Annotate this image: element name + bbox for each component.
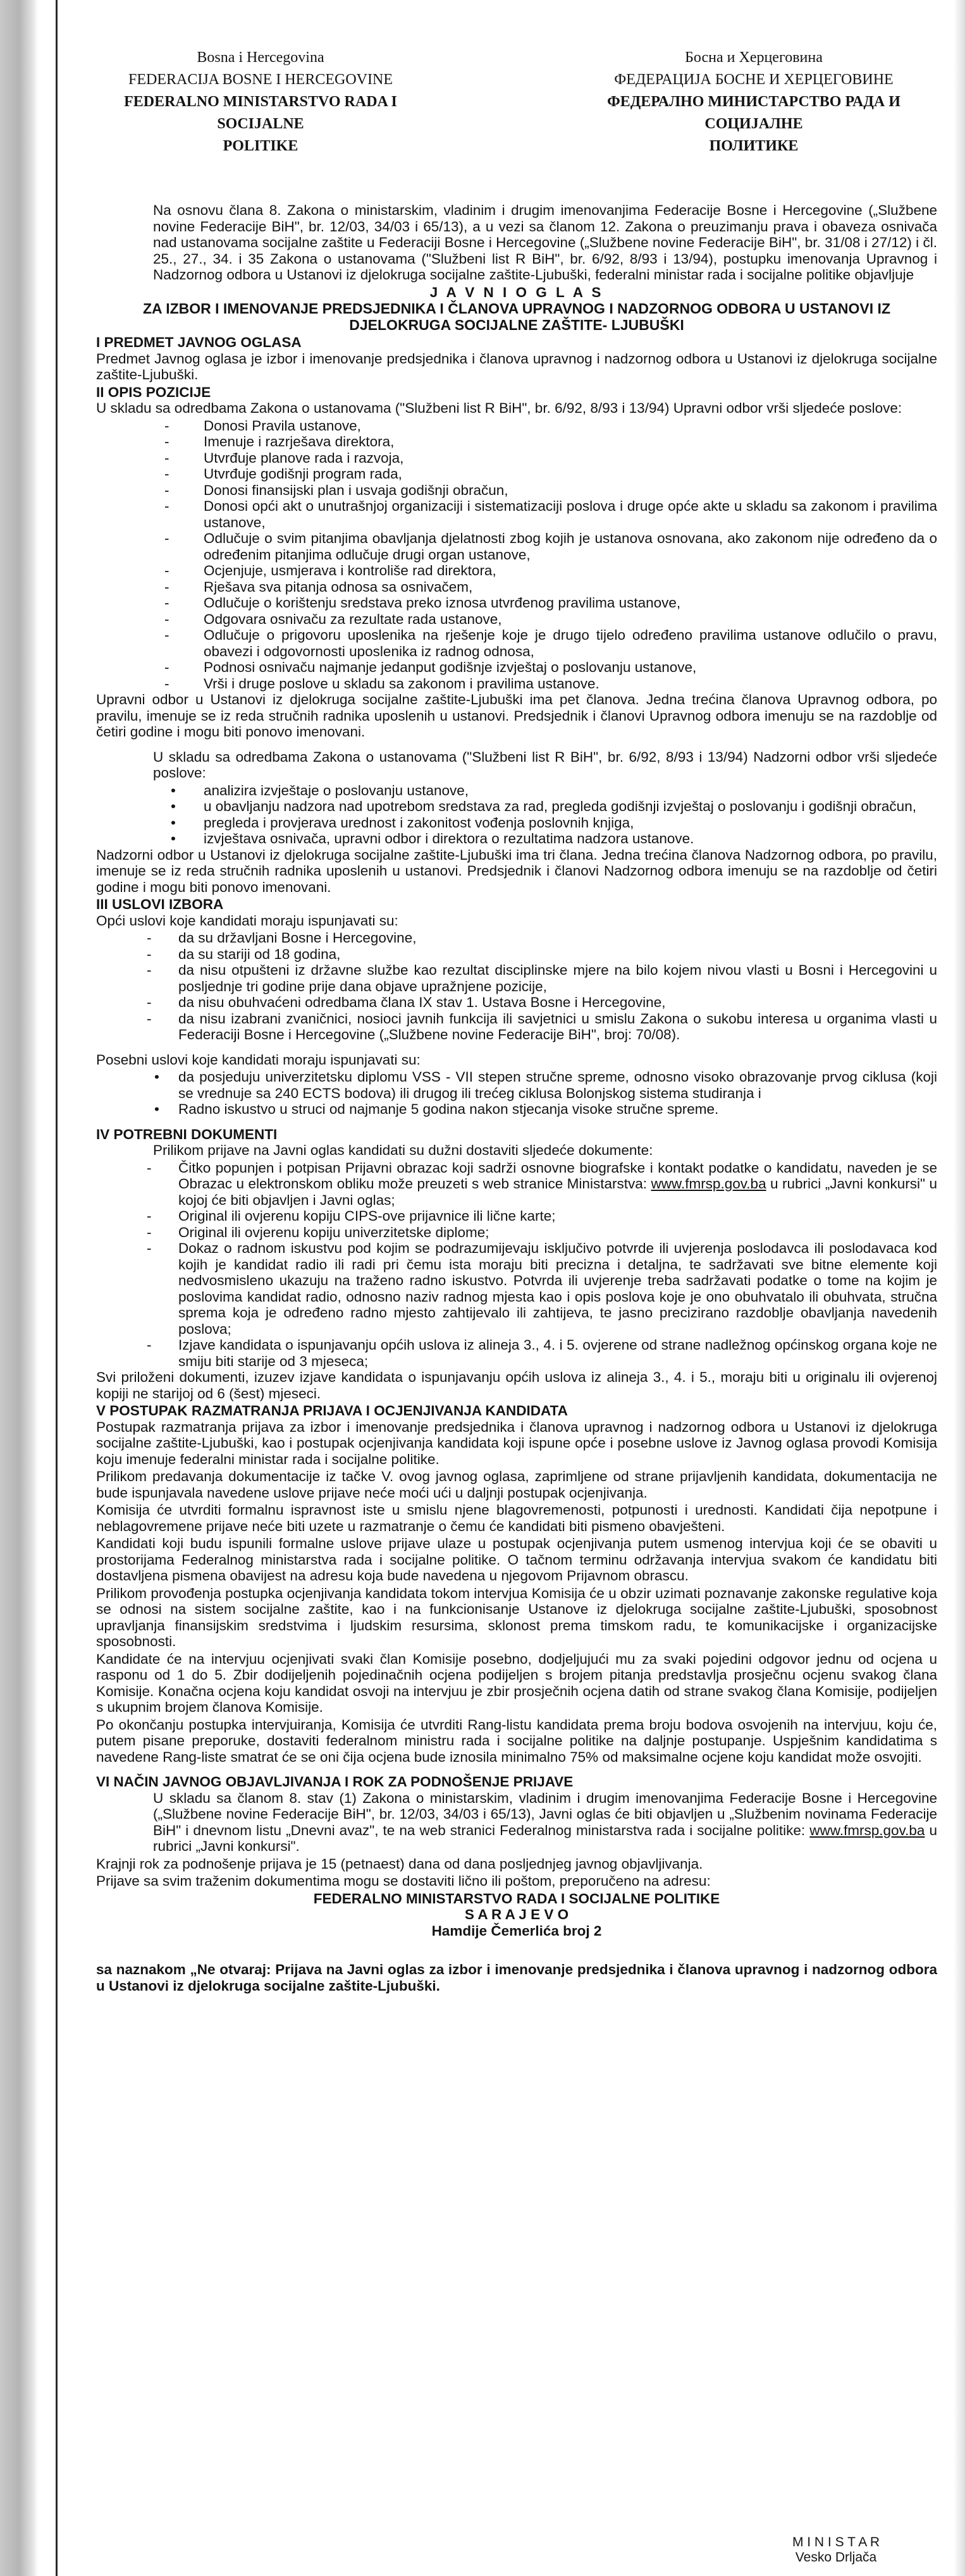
document-body <box>96 202 937 1995</box>
envelope-note: sa naznakom „Ne otvaraj: Prijava na Javni oglas za izbor i imenovanje predsjednika i članova upravnog i nadzornog odbora u Ustanovi iz djelokruga socijalne zaštite-Ljubuški. <box>96 1962 937 1994</box>
list-item: - da su stariji od 18 godina, <box>96 946 937 963</box>
announcement-title: J A V N I O G L A S <box>429 284 604 300</box>
section-2-heading: II OPIS POZICIJE <box>96 384 211 400</box>
page-border-line <box>56 0 58 2576</box>
managing-board-duties <box>96 418 937 692</box>
list-item: - Rješava sva pitanja odnosa sa osnivačem, <box>96 579 937 595</box>
section-4-after: Svi priloženi dokumenti, izuzev izjave kandidata o ispunjavanju općih uslova iz alineja 3., 4. i 5., moraju biti u originalu ili ovjerenoj kopiji ne starijoj od 6 (šest) mjeseci. <box>96 1369 937 1401</box>
list-item: - Odlučuje o svim pitanjima obavljanja djelatnosti zbog kojih je ustanova osnovana, ako zakonom nije određeno da o određenim pitanjima odlučuje drugi organ ustanove, <box>96 530 937 563</box>
list-item: • Radno iskustvo u struci od najmanje 5 godina nakon stjecanja visoke stručne spreme. <box>96 1101 937 1118</box>
section-5-paragraph: Kandidate će na intervjuu ocjenjivati svaki član Komisije posebno, dodjeljujući mu za svaki pojedini odgovor jednu od ocjena u rasponu od 1 do 5. Zbir dodijeljenih pojedinačnih ocjena podijeljen s brojem pitanja predstavlja prosječnu ocjenu svakog člana Komisije. Konačna ocjena koju kandidat osvoji na intervjuu je zbir prosječnih ocjena datih od strane svakog člana Komisije, podijeljen s ukupnim brojem članova Komisije. <box>96 1651 937 1715</box>
list-item: - Ocjenjuje, usmjerava i kontroliše rad direktora, <box>96 563 937 579</box>
deadline-text: Krajnji rok za podnošenje prijava je 15 (petnaest) dana od dana posljednjeg javnog objavljivanja. <box>96 1855 703 1872</box>
managing-board-composition: Upravni odbor u Ustanovi iz djelokruga socijalne zaštite-Ljubuški ima pet članova. Jedna trećina članova Upravnog odbora, po pravilu, imenuje se iz reda stručnih radnika uposlenih u ustanovi. Predsjednik i članovi Upravnog odbora imenuju se na razdoblje od četiri godine i mogu biti ponovo imenovani. <box>96 692 937 740</box>
ministry-name-cont: POLITIKE <box>223 138 298 154</box>
general-conditions-intro: Opći uslovi koje kandidati moraju ispunjavati su: <box>96 912 398 929</box>
federation-name: FEDERACIJA BOSNE I HERCEGOVINE <box>128 71 393 88</box>
page-edge-right <box>954 0 965 2576</box>
list-item: • u obavljanju nadzora nad upotrebom sredstava za rad, pregleda godišnji izvještaj o poslovanju i godišnji obračun, <box>96 798 937 815</box>
list-item: • pregleda i provjerava urednost i zakonitost vođenja poslovnih knjiga, <box>96 815 937 831</box>
list-item: • da posjeduju univerzitetsku diplomu VSS - VII stepen stručne spreme, odnosno visoko obrazovanje prvog ciklusa (koji se vrednuje sa 240 ECTS bodova) ili drugog ili trećeg ciklusa Bolonjskog sistema studiranja i <box>96 1069 937 1101</box>
list-item: - Odgovara osnivaču za rezultate rada ustanove, <box>96 611 937 628</box>
ministry-website-link[interactable]: www.fmrsp.gov.ba <box>809 1822 925 1838</box>
address-ministry: FEDERALNO MINISTARSTVO RADA I SOCIJALNE POLITIKE <box>313 1890 720 1907</box>
ministry-name-cyr-cont: ПОЛИТИКЕ <box>709 138 799 154</box>
signature-block <box>779 2535 893 2565</box>
section-3-heading: III USLOVI IZBORA <box>96 896 224 912</box>
section-6-text: u rubrici „Javni konkursi". <box>153 1822 937 1854</box>
list-item: - Odlučuje o prigovoru uposlenika na rješenje koje je drugo tijelo određeno pravilima ustanove odlučilo o pravu, obavezi i odgovornosti uposlenika iz radnog odnosa, <box>96 627 937 659</box>
section-5-paragraph: Postupak razmatranja prijava za izbor i imenovanje predsjednika i članova upravnog i nadzornog odbora u Ustanovi iz djelokruga socijalne zaštite-Ljubuški, kao i postupak ocjenjivanja kandidata koji ispune opće i posebne uslove iz Javnog oglasa provodi Komisija koju imenuje federalni ministar rada i socijalne politike. <box>96 1419 937 1467</box>
section-1-heading: I PREDMET JAVNOG OGLASA <box>96 334 302 350</box>
delivery-text: Prijave sa svim traženim dokumentima mogu se dostaviti lično ili poštom, preporučeno na adresu: <box>96 1873 711 1889</box>
list-item: - Original ili ovjerenu kopiju univerzitetske diplome; <box>96 1224 937 1241</box>
list-item: • analizira izvještaje o poslovanju ustanove, <box>96 783 937 799</box>
list-item <box>96 1160 937 1209</box>
country-name: Bosna i Hercegovina <box>197 49 324 66</box>
letterhead-latin <box>83 47 438 157</box>
section-1-text: Predmet Javnog oglasa je izbor i imenovanje predsjednika i članova upravnog i nadzornog odbora u Ustanovi iz djelokruga socijalne zaštite-Ljubuški. <box>96 350 937 382</box>
list-item: - Utvrđuje planove rada i razvoja, <box>96 450 937 467</box>
section-6-text: U skladu sa članom 8. stav (1) Zakona o ministarskim, vladinim i drugim imenovanjima Federacije Bosne i Hercegovine („Službene novine Federacije BiH", br. 12/03, 34/03 i 65/13), Javni oglas će biti objavljen u „Službenim novinama Federacije BiH" i dnevnom listu „Dnevni avaz", te na web stranici Federalnog ministarstva rada i socijalne politike: <box>153 1790 937 1838</box>
section-5-paragraph: Po okončanju postupka intervjuiranja, Komisija će utvrditi Rang-listu kandidata prema broju bodova osvojenih na intervjuu, koju će, putem pisane preporuke, dostaviti federalnom ministru rada i socijalne politike na daljnje postupanje. Uspješnim kandidatima s navedene Rang-liste smatrat će se oni čija ocjena bude iznosila minimalno 75% od maksimalne ocjene koju kandidat može osvojiti. <box>96 1716 937 1765</box>
address-city: S A R A J E V O <box>464 1907 569 1922</box>
section-5-paragraph: Prilikom predavanja dokumentacije iz tačke V. ovog javnog oglasa, zaprimljene od strane prijavljenih kandidata, dokumentacija ne bude ispunjavala navedene uslove prijave neće moći ući u daljnji postupak ocjenjivanja. <box>96 1468 937 1501</box>
list-item: - da nisu izabrani zvaničnici, nosioci javnih funkcija ili savjetnici u smislu Zakona o sukobu interesa u organima vlasti u Federaciji Bosne i Hercegovine („Službene novine Federacije BiH", broj: 70/08). <box>96 1011 937 1043</box>
special-conditions-intro: Posebni uslovi koje kandidati moraju ispunjavati su: <box>96 1051 421 1068</box>
list-item-text: Čitko popunjen i potpisan Prijavni obrazac koji sadrži osnovne biografske i kontakt podatke o kandidatu, naveden je se Obrazac u elektronskom obliku može preuzeti s web stranice Ministarstva: <box>178 1159 937 1192</box>
list-item: • izvještava osnivača, upravni odbor i direktora o rezultatima nadzora ustanove. <box>96 831 937 847</box>
section-5-paragraph: Prilikom provođenja postupka ocjenjivanja kandidata tokom intervjua Komisija će u obzir uzimati poznavanje zakonske regulative koja se odnosi na sistem socijalne zaštite, kao i na funkcionisanje Ustanove iz djelokruga socijalne zaštite-Ljubuški, sposobnost upravljanja finansijskim sredstvima i ljudskim resursima, sklonost prema timskom radu, te komunikacijske i organizacijske sposobnosti. <box>96 1585 937 1649</box>
section-5-paragraph: Kandidati koji budu ispunili formalne uslove prijave ulaze u postupak ocjenjivanja putem usmenog intervjua koji će se obaviti u prostorijama Federalnog ministarstva rada i socijalne politike. O tačnom terminu održavanja intervjua svakom će kandidatu biti dostavljena pismena obavijest na adresu koja bude navedena u njegovom Prijavnom obrascu. <box>96 1535 937 1584</box>
general-conditions-list <box>96 930 937 1043</box>
section-4-heading: IV POTREBNI DOKUMENTI <box>96 1126 278 1142</box>
supervisory-board-composition: Nadzorni odbor u Ustanovi iz djelokruga socijalne zaštite-Ljubuški ima tri člana. Jedna trećina članova Nadzornog odbora, po pravilu, imenuje se iz reda stručnih radnika uposlenih u ustanovi. Predsjednik i članovi Nadzornog odbora imenuju se na razdoblje od četiri godine i mogu biti ponovo imenovani. <box>96 846 937 895</box>
section-4-intro: Prilikom prijave na Javni oglas kandidati su dužni dostaviti sljedeće dokumente: <box>153 1142 653 1158</box>
list-item: - Izjave kandidata o ispunjavanju općih uslova iz alineja 3., 4. i 5. ovjerene od strane nadležnog općinskog organa koje ne smiju biti starije od 3 mjeseca; <box>96 1337 937 1369</box>
country-name-cyr: Босна и Херцеговина <box>685 49 823 66</box>
section-2-intro: U skladu sa odredbama Zakona o ustanovama ("Službeni list R BiH", br. 6/92, 8/93 i 13/94) Upravni odbor vrši sljedeće poslove: <box>96 400 902 416</box>
federation-name-cyr: ФЕДЕРАЦИЈА БОСНЕ И ХЕРЦЕГОВИНЕ <box>614 71 894 88</box>
section-5-paragraph: Komisija će utvrditi formalnu ispravnost iste u smislu njene blagovremenosti, potpunosti i urednosti. Kandidati čija nepotpune i neblagovremene prijave neće biti uzete u razmatranje o čemu će kandidati biti pismeno obavješteni. <box>96 1502 937 1534</box>
ministry-website-link[interactable]: www.fmrsp.gov.ba <box>651 1176 766 1192</box>
list-item: - da su državljani Bosne i Hercegovine, <box>96 930 937 946</box>
address-street: Hamdije Čemerlića broj 2 <box>431 1922 602 1939</box>
announcement-subtitle: ZA IZBOR I IMENOVANJE PREDSJEDNIKA I ČLANOVA UPRAVNOG I NADZORNOG ODBORA U USTANOVI IZ DJELOKRUGA SOCIJALNE ZAŠTITE- LJUBUŠKI <box>143 300 890 333</box>
special-conditions-list <box>96 1069 937 1118</box>
section-5-heading: V POSTUPAK RAZMATRANJA PRIJAVA I OCJENJIVANJA KANDIDATA <box>96 1403 568 1419</box>
signature-title: M I N I S T A R <box>792 2535 880 2549</box>
list-item: - Imenuje i razrješava direktora, <box>96 434 937 450</box>
intro-paragraph: Na osnovu člana 8. Zakona o ministarskim, vladinim i drugim imenovanjima Federacije Bosne i Hercegovine („Službene novine Federacije BiH", br. 12/03, 34/03 i 65/13), a u vezi sa članom 12. Zakona o preuzimanju prava i obaveza osnivača nad ustanovama socijalne zaštite u Federaciji Bosne i Hercegovine („Službene novine Federacije BiH", br. 31/08 i 27/12) i čl. 25., 27., 34. i 35 Zakona o ustanovama ("Službeni list R BiH", br. 6/92, 8/93 i 13/94), postupku imenovanja Upravnog i Nadzornog odbora u Ustanovi iz djelokruga socijalne zaštite-Ljubuški, federalni ministar rada i socijalne politike objavljuje <box>153 202 937 283</box>
list-item: - Donosi Pravila ustanove, <box>96 418 937 434</box>
letterhead <box>58 0 954 190</box>
list-item: - Vrši i druge poslove u skladu sa zakonom i pravilima ustanove. <box>96 676 937 692</box>
section-6-heading: VI NAČIN JAVNOG OBJAVLJIVANJA I ROK ZA PODNOŠENJE PRIJAVE <box>96 1774 574 1790</box>
ministry-name: FEDERALNO MINISTARSTVO RADA I SOCIJALNE <box>124 94 397 132</box>
list-item: - Donosi finansijski plan i usvaja godišnji obračun, <box>96 482 937 499</box>
list-item: - Dokaz o radnom iskustvu pod kojim se podrazumijevaju isključivo potvrde ili uvjerenja poslodavca ili poslodavaca kod kojih je kandidat radio ili radi pri čemu ista moraju biti precizna i detaljna, te sadržavati sve bitne elemente koji nedvosmisleno ukazuju na traženo radno iskustvo. Potvrda ili uvjerenje treba sadržavati podatke o tome na kojim je poslovima kandidat radio, odnosno naziv radnog mjesta kao i opis poslova koje je ono obuhvatalo ili obuhvata, stručna sprema koja je određeno radno mjesto zahtijevalo ili zahtijeva, te jasno precizirano razdoblje obavljanja navedenih poslova; <box>96 1240 937 1337</box>
list-item: - Podnosi osnivaču najmanje jedanput godišnje izvještaj o poslovanju ustanove, <box>96 659 937 676</box>
required-documents-list <box>96 1160 937 1370</box>
letterhead-cyrillic <box>564 47 943 157</box>
page-edge-left <box>0 0 38 2576</box>
ministry-name-cyr: ФЕДЕРАЛНО МИНИСТАРСТВО РАДА И СОЦИЈАЛНЕ <box>607 94 900 132</box>
list-item: - Original ili ovjerenu kopiju CIPS-ove prijavnice ili lične karte; <box>96 1208 937 1224</box>
list-item: - Donosi opći akt o unutrašnjoj organizaciji i sistematizaciji poslova i druge opće akte u skladu sa zakonom i pravilima ustanove, <box>96 498 937 530</box>
list-item: - Odlučuje o korištenju sredstava preko iznosa utvrđenog pravilima ustanove, <box>96 595 937 611</box>
signature-name: Vesko Drljača <box>795 2550 877 2565</box>
section-6-paragraph <box>96 1790 937 1855</box>
supervisory-board-duties <box>96 783 937 847</box>
list-item: - Utvrđuje godišnji program rada, <box>96 466 937 482</box>
document <box>58 0 954 2576</box>
list-item: - da nisu otpušteni iz državne službe kao rezultat disciplinske mjere na bilo kojem nivou vlasti u Bosni i Hercegovini u posljednje tri godine prije dana objave upražnjene pozicije, <box>96 962 937 994</box>
list-item-text: u rubrici „Javni konkursi" u kojoj će biti objavljen i Javni oglas; <box>178 1176 937 1208</box>
list-item: - da nisu obuhvaćeni odredbama člana IX stav 1. Ustava Bosne i Hercegovine, <box>96 994 937 1011</box>
supervisory-board-intro: U skladu sa odredbama Zakona o ustanovama ("Službeni list R BiH", br. 6/92, 8/93 i 13/94) Nadzorni odbor vrši sljedeće poslove: <box>153 748 937 781</box>
